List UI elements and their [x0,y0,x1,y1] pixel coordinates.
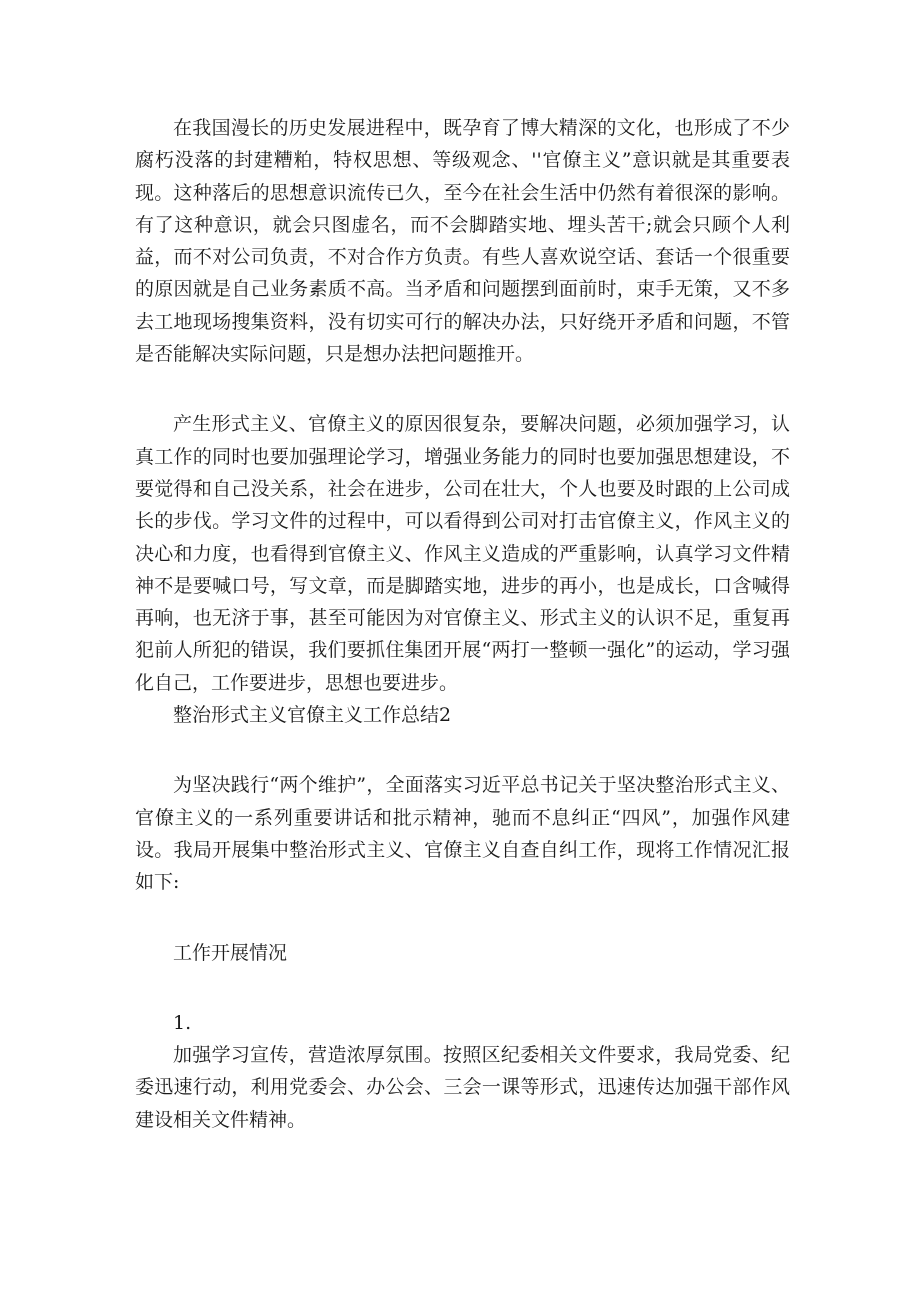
section-title-2: 整治形式主义官僚主义工作总结2 [173,704,452,727]
section-heading: 工作开展情况 [173,941,288,964]
paragraph-spacer [135,969,790,1007]
paragraph-1: 在我国漫长的历史发展进程中，既孕育了博大精深的文化，也形成了不少腐朽没落的封建糟粕，特权思想、等级观念、''官僚主义”意识就是其重要表现。这种落后的思想意识流传已久，至今在社会生活中仍然有着很深的影响。有了这种意识，就会只图虚名，而不会脚踏实地、埋头苦干;就会只顾个人利益，而不对公司负责，不对合作方负责。有些人喜欢说空话、套话一个很重要的原因就是自己业务素质不高。当矛盾和问题摆到面前时，束手无策，又不多去工地现场搜集资料，没有切实可行的解决办法，只好绕开矛盾和问题，不管是否能解决实际问题，只是想办法把问题推开。 [135,117,790,366]
paragraph-spacer [135,899,790,937]
paragraph-spacer [135,370,790,408]
paragraph-3: 为坚决践行“两个维护”，全面落实习近平总书记关于坚决整治形式主义、官僚主义的一系列重要讲话和批示精神，驰而不息纠正“四风”，加强作风建设。我局开展集中整治形式主义、官僚主义自查自纠工作，现将工作情况汇报如下: [135,774,790,894]
document-body [135,112,790,1136]
paragraph-4: 加强学习宣传，营造浓厚氛围。按照区纪委相关文件要求，我局党委、纪委迅速行动，利用党委会、办公会、三会一课等形式，迅速传达加强干部作风建设相关文件精神。 [135,1044,790,1131]
list-item-number: 1. [173,1011,192,1034]
paragraph-spacer [135,731,790,769]
paragraph-2: 产生形式主义、官僚主义的原因很复杂，要解决问题，必须加强学习，认真工作的同时也要加强理论学习，增强业务能力的同时也要加强思想建设，不要觉得和自己没关系，社会在进步，公司在壮大，个人也要及时跟的上公司成长的步伐。学习文件的过程中，可以看得到公司对打击官僚主义，作风主义的决心和力度，也看得到官僚主义、作风主义造成的严重影响，认真学习文件精神不是要喊口号，写文章，而是脚踏实地，进步的再小，也是成长，口含喊得再响，也无济于事，甚至可能因为对官僚主义、形式主义的认识不足，重复再犯前人所犯的错误，我们要抓住集团开展“两打一整顿一强化”的运动，学习强化自己，工作要进步，思想也要进步。 [135,413,790,694]
